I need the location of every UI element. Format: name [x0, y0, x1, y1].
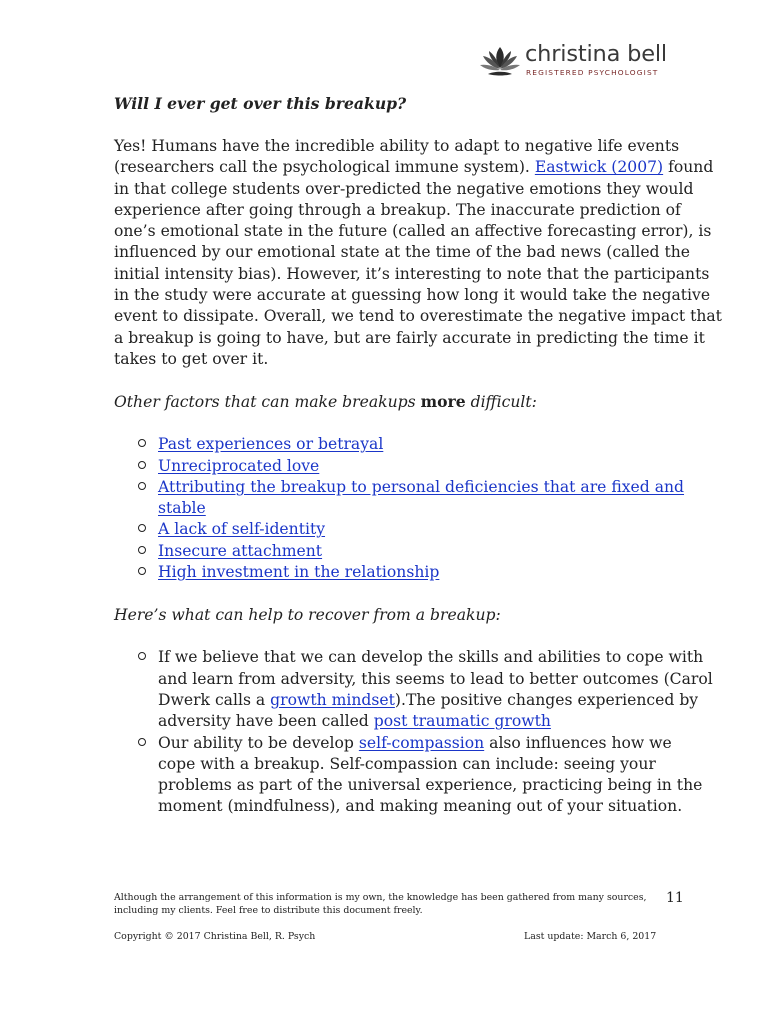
recovery-line: cope with a breakup. Self-compassion can include: seeing your	[158, 754, 656, 773]
intro-line: (researchers call the psychological immune system).	[114, 158, 530, 177]
circle-bullet-icon	[138, 567, 146, 575]
intro-line: experience after going through a breakup. The inaccurate prediction of	[114, 200, 681, 219]
page-number: 11	[666, 890, 684, 906]
factor-link-continued[interactable]: stable	[158, 499, 206, 518]
post-traumatic-growth-link[interactable]: post traumatic growth	[373, 712, 551, 731]
intro-line: in the study were accurate at guessing how long it would take the negative	[114, 286, 711, 305]
factor-link[interactable]: Unreciprocated love	[158, 456, 320, 475]
footer-note	[114, 891, 659, 917]
circle-bullet-icon	[138, 461, 146, 469]
factor-link[interactable]: Attributing the breakup to personal deficiencies that are fixed and	[158, 477, 685, 496]
recovery-line	[158, 733, 694, 754]
factors-heading-start: Other factors that can make breakups	[114, 393, 421, 412]
circle-bullet-icon	[138, 524, 146, 532]
recovery-line	[158, 690, 699, 711]
main-content	[114, 93, 722, 818]
recovery-heading: Here’s what can help to recover from a breakup:	[114, 606, 501, 625]
recovery-line: moment (mindfulness), and making meaning out of your situation.	[158, 797, 683, 816]
recovery-text: adversity have been called	[158, 712, 374, 731]
brand-name: christina bell	[525, 41, 667, 67]
recovery-line	[158, 711, 694, 732]
recovery-line: problems as part of the universal experience, practicing being in the	[158, 776, 703, 795]
copyright: Copyright © 2017 Christina Bell, R. Psych	[114, 931, 316, 942]
growth-mindset-link[interactable]: growth mindset	[270, 690, 395, 709]
circle-bullet-icon	[138, 439, 146, 447]
factors-heading-end: difficult:	[465, 393, 537, 412]
intro-paragraph	[114, 136, 722, 370]
recovery-text: also influences how we	[484, 733, 672, 752]
list-item	[114, 562, 694, 583]
factors-list	[114, 434, 694, 583]
list-item	[114, 733, 703, 818]
factor-link[interactable]: A lack of self-identity	[158, 520, 326, 539]
footer-note-line: including my clients. Feel free to distribute this document freely.	[114, 905, 423, 916]
brand-logo	[478, 41, 667, 78]
intro-line: in that college students over-predicted the negative emotions they would	[114, 179, 694, 198]
circle-bullet-icon	[138, 652, 146, 660]
intro-line: Yes! Humans have the incredible ability to adapt to negative life events	[114, 137, 680, 155]
factor-link[interactable]: High investment in the relationship	[158, 563, 440, 582]
last-update: Last update: March 6, 2017	[524, 931, 657, 942]
intro-line: influenced by our emotional state at the time of the bad news (called the	[114, 243, 691, 262]
recovery-text: ).The positive changes experienced by	[394, 690, 699, 709]
circle-bullet-icon	[138, 546, 146, 554]
eastwick-link[interactable]: Eastwick (2007)	[534, 158, 664, 177]
circle-bullet-icon	[138, 738, 146, 746]
recovery-line: If we believe that we can develop the skills and abilities to cope with	[158, 648, 704, 667]
list-item	[114, 519, 694, 540]
recovery-text: Dwerk calls a	[158, 690, 271, 709]
factors-heading	[114, 391, 694, 413]
footer-note-line: Although the arrangement of this information is my own, the knowledge has been gathered from many sources,	[114, 892, 647, 903]
brand-subtitle: REGISTERED PSYCHOLOGIST	[526, 68, 659, 77]
intro-line: a breakup is going to have, but are fairly accurate in predicting the time it	[114, 328, 705, 347]
intro-line: takes to get over it.	[114, 349, 269, 368]
list-item	[114, 434, 694, 455]
lotus-icon	[478, 44, 522, 78]
intro-line-with-link	[114, 157, 714, 178]
page-title: Will I ever get over this breakup?	[114, 94, 407, 113]
recovery-text: Our ability to be develop	[158, 733, 359, 752]
factors-heading-emphasis: more	[420, 392, 466, 412]
intro-line: initial intensity bias). However, it’s interesting to note that the participants	[114, 264, 710, 283]
list-item	[114, 456, 694, 477]
intro-line: one’s emotional state in the future (called an affective forecasting error), is	[114, 222, 712, 241]
list-item	[114, 541, 694, 562]
recovery-line: and learn from adversity, this seems to lead to better outcomes (Carol	[158, 669, 713, 688]
factor-link[interactable]: Past experiences or betrayal	[158, 435, 384, 454]
self-compassion-link[interactable]: self-compassion	[358, 733, 485, 752]
intro-line: event to dissipate. Overall, we tend to overestimate the negative impact that	[114, 307, 722, 326]
circle-bullet-icon	[138, 482, 146, 490]
intro-line-tail: found	[663, 158, 714, 177]
list-item	[114, 477, 694, 520]
list-item	[114, 647, 713, 732]
factor-link[interactable]: Insecure attachment	[158, 541, 323, 560]
recovery-list	[114, 647, 713, 817]
